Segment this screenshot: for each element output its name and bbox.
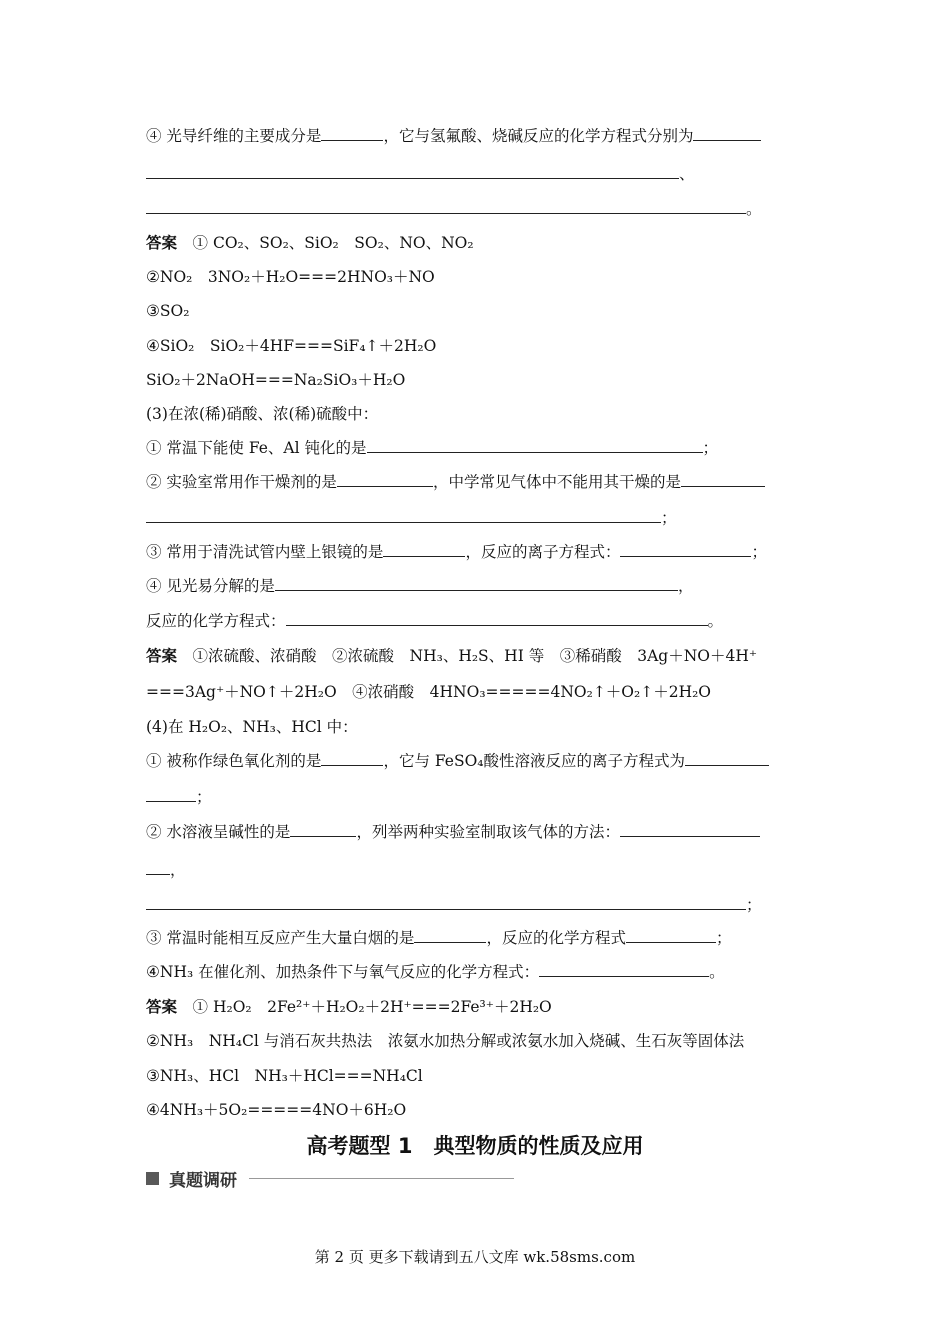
question-text: 反应的化学方程式： — [146, 612, 286, 630]
period: 。 — [746, 200, 762, 218]
question-line — [146, 822, 807, 842]
punct: ； — [661, 509, 677, 527]
part-title-text: (4)在 H₂O₂、NH₃、HCl 中： — [146, 718, 358, 736]
question-line — [146, 472, 807, 492]
answer-line — [146, 646, 807, 666]
answer-line — [146, 997, 807, 1017]
section-heading: 高考题型 1 典型物质的性质及应用 — [306, 1134, 644, 1158]
question-line — [146, 962, 807, 982]
answer-blank — [626, 928, 716, 943]
answer-label: 答案 — [146, 647, 178, 665]
answer-blank — [620, 822, 760, 837]
answer-blank — [146, 508, 661, 523]
answer-blank — [681, 472, 765, 487]
question-text: ① 常温下能使 Fe、Al 钝化的是 — [146, 439, 367, 457]
answer-blank — [321, 126, 383, 141]
question-line — [146, 860, 807, 880]
answer-text: ===3Ag⁺＋NO↑＋2H₂O ④浓硝酸 4HNO₃=====4NO₂↑＋O₂↑＋2H₂O — [146, 683, 712, 701]
question-line — [146, 164, 807, 184]
answer-text: ③NH₃、HCl NH₃＋HCl===NH₄Cl — [146, 1067, 423, 1085]
answer-line — [146, 1100, 807, 1120]
answer-text: SiO₂＋2NaOH===Na₂SiO₃＋H₂O — [146, 371, 406, 389]
answer-blank — [146, 164, 679, 179]
question-line — [146, 199, 807, 219]
answer-blank — [685, 751, 769, 766]
question-line — [146, 928, 807, 948]
answer-line — [146, 267, 807, 287]
answer-text: ①浓硫酸、浓硝酸 ②浓硫酸 NH₃、H₂S、HI 等 ③稀硝酸 3Ag＋NO＋4H⁺ — [192, 647, 758, 665]
question-line — [146, 611, 807, 631]
answer-text: ③SO₂ — [146, 302, 190, 320]
answer-text: ④SiO₂ SiO₂＋4HF===SiF₄↑＋2H₂O — [146, 337, 437, 355]
answer-blank — [146, 787, 196, 802]
question-text: ，反应的离子方程式： — [465, 543, 621, 561]
question-line — [146, 787, 807, 807]
answer-line — [146, 301, 807, 321]
answer-line — [146, 370, 807, 390]
punct: ， — [677, 577, 694, 595]
punct: ， — [170, 861, 186, 879]
question-text: ④NH₃ 在催化剂、加热条件下与氧气反应的化学方程式： — [146, 963, 540, 981]
answer-blank — [383, 542, 465, 557]
answer-label: 答案 — [146, 998, 178, 1016]
answer-text: ②NH₃ NH₄Cl 与消石灰共热法 浓氨水加热分解或浓氨水加入烧碱、生石灰等固体法 — [146, 1032, 745, 1050]
answer-blank — [146, 860, 170, 875]
question-text: ④ 光导纤维的主要成分是 — [146, 127, 322, 145]
punct: ； — [702, 439, 719, 457]
question-line — [146, 576, 807, 596]
question-text: ，它与氢氟酸、烧碱反应的化学方程式分别为 — [383, 127, 694, 145]
answer-blank — [290, 822, 356, 837]
answer-blank — [620, 542, 751, 557]
question-line — [146, 751, 807, 771]
question-text: ④ 见光易分解的是 — [146, 577, 275, 595]
part-title — [146, 717, 807, 737]
answer-blank — [337, 472, 433, 487]
question-text: ② 水溶液呈碱性的是 — [146, 823, 291, 841]
answer-blank — [367, 438, 703, 453]
question-text: ，反应的化学方程式 — [486, 929, 626, 947]
question-line — [146, 126, 807, 146]
square-bullet-icon — [146, 1172, 159, 1185]
question-text: ③ 常用于清洗试管内壁上银镜的是 — [146, 543, 384, 561]
question-text: ② 实验室常用作干燥剂的是 — [146, 473, 337, 491]
answer-blank — [414, 928, 486, 943]
answer-blank — [275, 576, 678, 591]
punct: 。 — [709, 963, 725, 981]
question-text: ，列举两种实验室制取该气体的方法： — [356, 823, 620, 841]
answer-blank — [146, 199, 746, 214]
question-text: ，中学常见气体中不能用其干燥的是 — [432, 473, 681, 491]
punct: ； — [196, 788, 212, 806]
answer-label: 答案 — [146, 234, 178, 252]
answer-text: ④4NH₃＋5O₂=====4NO＋6H₂O — [146, 1101, 407, 1119]
answer-blank — [146, 895, 746, 910]
answer-text: ②NO₂ 3NO₂＋H₂O===2HNO₃＋NO — [146, 268, 435, 286]
answer-blank — [321, 751, 383, 766]
punct: ； — [746, 896, 762, 914]
section-bar — [146, 1166, 514, 1191]
answer-blank — [693, 126, 761, 141]
section-label: 真题调研 — [169, 1171, 237, 1191]
divider — [249, 1178, 514, 1179]
question-line — [146, 508, 807, 528]
part-title-text: (3)在浓(稀)硝酸、浓(稀)硫酸中： — [146, 405, 379, 423]
question-line — [146, 895, 807, 915]
punct: ； — [751, 543, 767, 561]
answer-text: ① CO₂、SO₂、SiO₂ SO₂、NO、NO₂ — [192, 234, 474, 252]
question-line — [146, 438, 807, 458]
punct: ； — [715, 929, 732, 947]
answer-line — [146, 1066, 807, 1086]
answer-line — [146, 682, 807, 702]
part-title — [146, 404, 807, 424]
answer-blank — [286, 611, 708, 626]
answer-line — [146, 336, 807, 356]
question-text: ，它与 FeSO₄酸性溶液反应的离子方程式为 — [383, 752, 685, 770]
answer-blank — [539, 962, 709, 977]
question-line — [146, 542, 807, 562]
answer-text: ① H₂O₂ 2Fe²⁺＋H₂O₂＋2H⁺===2Fe³⁺＋2H₂O — [192, 998, 552, 1016]
answer-line — [146, 1031, 807, 1051]
page-footer: 第 2 页 更多下载请到五八文库 wk.58sms.com — [314, 1248, 636, 1266]
answer-line — [146, 233, 807, 253]
separator: 、 — [679, 165, 695, 183]
punct: 。 — [707, 612, 724, 630]
question-text: ③ 常温时能相互反应产生大量白烟的是 — [146, 929, 415, 947]
question-text: ① 被称作绿色氧化剂的是 — [146, 752, 322, 770]
